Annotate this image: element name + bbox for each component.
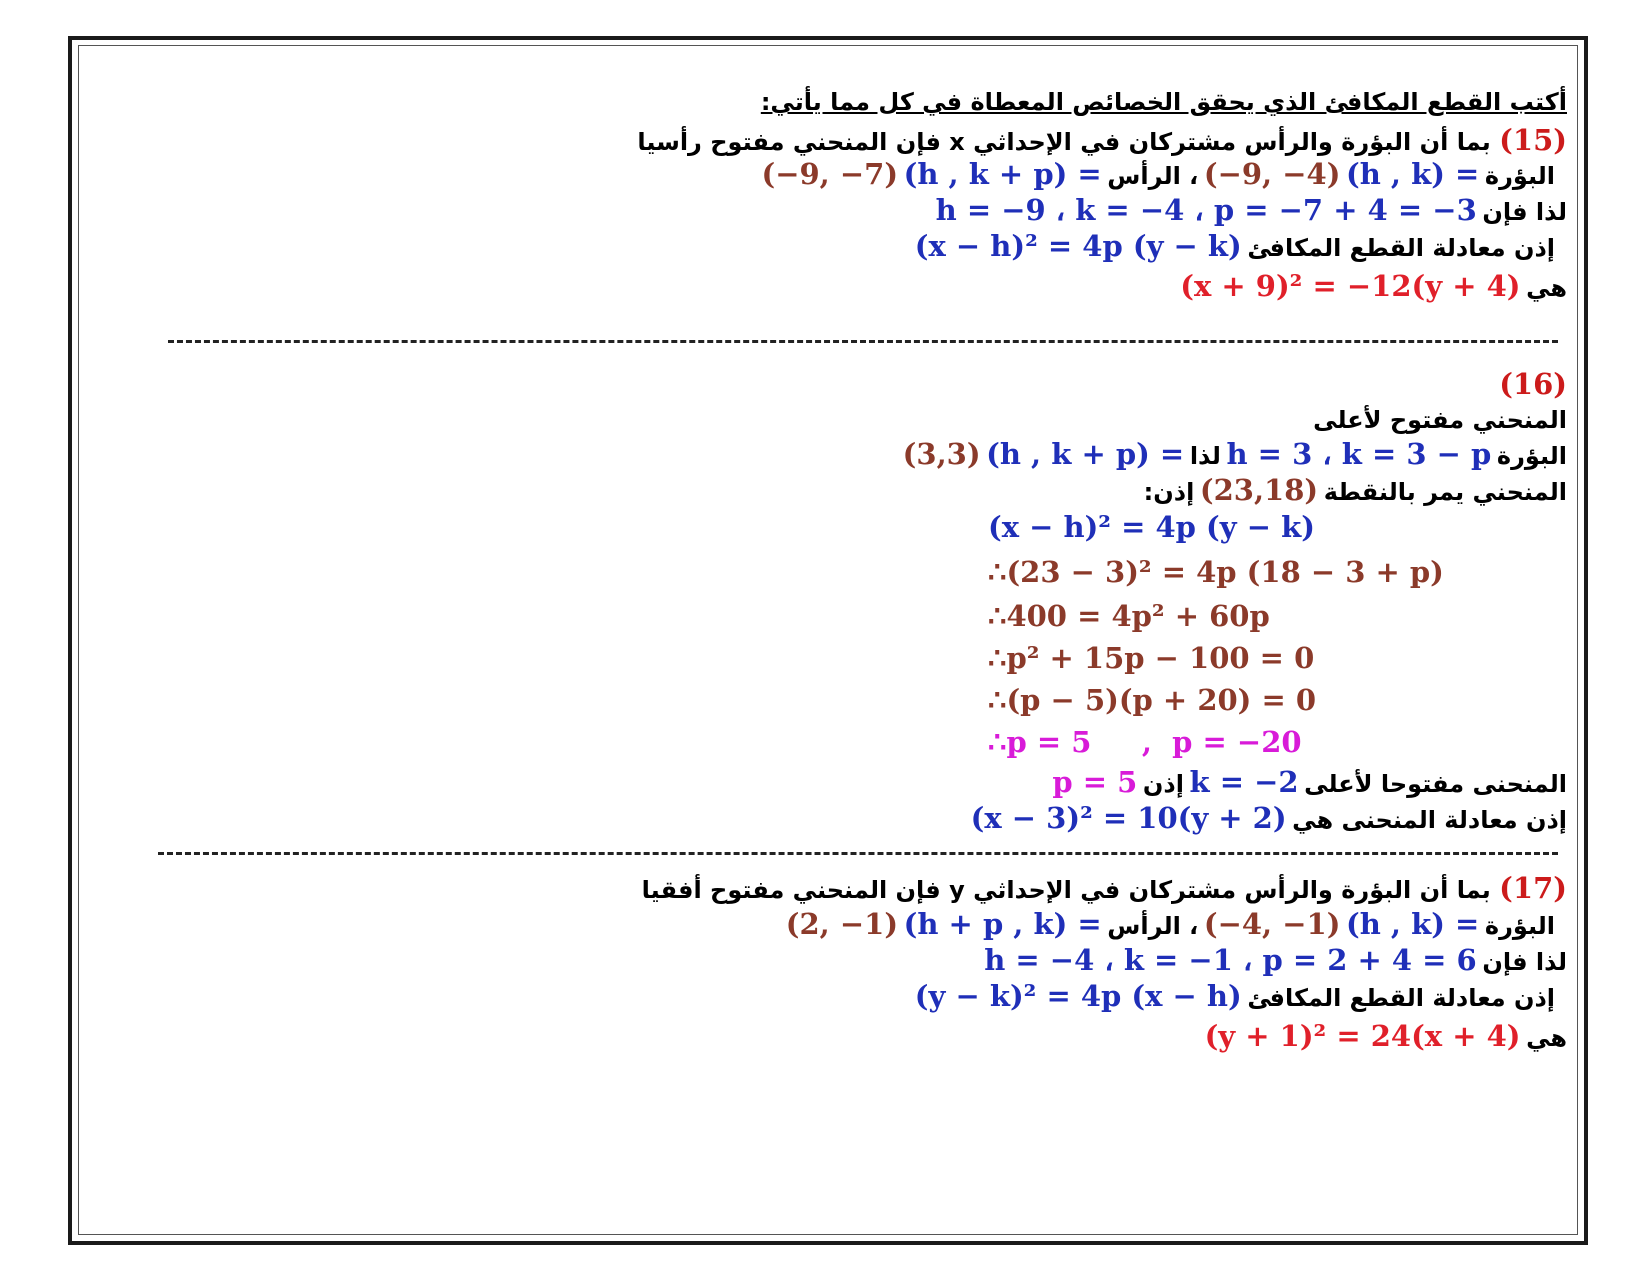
p15-eq-label: إذن معادلة القطع المكافئ <box>1247 234 1555 262</box>
p17-eq-general: (y − k)² = 4p (x − h) <box>914 979 1242 1013</box>
p17-intro: بما أن البؤرة والرأس مشتركان في الإحداثي y فإن المنحني مفتوح أفقيا <box>641 876 1491 904</box>
p17-hkp: h = −4 ، k = −1 ، p = 2 + 4 = 6 <box>984 943 1477 977</box>
p16-step6: ∴p = 5 , p = −20 <box>988 725 1302 759</box>
p16-point-line <box>1143 473 1567 507</box>
p15-focus-label: البؤرة <box>1484 162 1555 190</box>
p15-focus-expr: (h , k + p) = <box>903 157 1102 191</box>
p16-equation-line <box>970 801 1567 835</box>
p16-step2: ∴(23 − 3)² = 4p (18 − 3 + p) <box>988 555 1444 589</box>
p16-opens-up-line <box>1052 765 1567 799</box>
p16-k-val: k = −2 <box>1189 765 1299 799</box>
p15-so-label: لذا فإن <box>1482 198 1567 226</box>
p15-eq-general: (x − h)² = 4p (y − k) <box>914 229 1242 263</box>
p15-hkp: h = −9 ، k = −4 ، p = −7 + 4 = −3 <box>935 193 1477 227</box>
p17-so-label: لذا فإن <box>1482 948 1567 976</box>
p17-focus-label: البؤرة <box>1484 912 1555 940</box>
p15-eq-result: (x + 9)² = −12(y + 4) <box>1180 269 1521 303</box>
p17-focus-vertex-line <box>785 907 1555 941</box>
p16-step1: (x − h)² = 4p (y − k) <box>988 510 1315 544</box>
p15-hkp-line <box>935 193 1567 227</box>
p16-focus-expr: (h , k + p) = <box>986 437 1185 471</box>
p16-then2: إذن <box>1142 770 1184 798</box>
p16-focus-value: (3,3) <box>902 437 981 471</box>
p16-opens: المنحني مفتوح لأعلى <box>1313 406 1567 434</box>
p17-vertex-label: ، الرأس <box>1107 912 1199 940</box>
p16-then: إذن: <box>1143 478 1195 506</box>
p16-eq-result: (x − 3)² = 10(y + 2) <box>970 801 1287 835</box>
p16-eq-label: إذن معادلة المنحنى هي <box>1292 806 1567 834</box>
page-title: أكتب القطع المكافئ الذي يحقق الخصائص المعطاة في كل مما يأتي: <box>760 88 1567 116</box>
p15-vertex-value: (−9, −4) <box>1203 157 1341 191</box>
p15-equation-line <box>914 229 1555 263</box>
p17-hkp-line <box>984 943 1567 977</box>
p17-focus-expr: (h + p , k) = <box>903 907 1102 941</box>
p15-number: (15) <box>1499 123 1567 157</box>
p16-focus-line <box>902 437 1567 471</box>
p16-step5: ∴(p − 5)(p + 20) = 0 <box>988 683 1317 717</box>
p17-result-line <box>1204 1019 1567 1053</box>
p17-eq-result: (y + 1)² = 24(x + 4) <box>1204 1019 1521 1053</box>
p15-focus-value: (−9, −7) <box>761 157 899 191</box>
p17-eq-label: إذن معادلة القطع المكافئ <box>1247 984 1555 1012</box>
p15-vertex-label: ، الرأس <box>1107 162 1199 190</box>
p16-passes-label: المنحني يمر بالنقطة <box>1323 478 1567 506</box>
p17-focus-value: (2, −1) <box>785 907 899 941</box>
p16-focus-label: البؤرة <box>1496 442 1567 470</box>
p15-focus-vertex-line <box>761 157 1555 191</box>
separator-1 <box>168 340 1558 343</box>
p16-point: (23,18) <box>1199 473 1319 507</box>
p15-vertex-expr: (h , k) = <box>1346 157 1480 191</box>
p16-opens-up: المنحنى مفتوحا لأعلى <box>1304 770 1567 798</box>
p16-step4: ∴p² + 15p − 100 = 0 <box>988 641 1315 675</box>
p15-is-label: هي <box>1526 274 1567 302</box>
p17-equation-line <box>914 979 1555 1013</box>
p15-intro: بما أن البؤرة والرأس مشتركان في الإحداثي x فإن المنحني مفتوح رأسيا <box>637 128 1491 156</box>
p16-so-label: لذا <box>1189 442 1221 470</box>
p15-intro-line <box>637 123 1567 157</box>
p17-vertex-value: (−4, −1) <box>1203 907 1341 941</box>
p17-is-label: هي <box>1526 1024 1567 1052</box>
p17-vertex-expr: (h , k) = <box>1346 907 1480 941</box>
p17-intro-line <box>641 871 1567 905</box>
p16-hk: h = 3 ، k = 3 − p <box>1226 437 1492 471</box>
p15-result-line <box>1180 269 1567 303</box>
p17-number: (17) <box>1499 871 1567 905</box>
p16-step3: ∴400 = 4p² + 60p <box>988 599 1270 633</box>
p16-p-val: p = 5 <box>1052 765 1138 799</box>
separator-2 <box>158 852 1558 855</box>
p16-number: (16) <box>1499 367 1567 401</box>
